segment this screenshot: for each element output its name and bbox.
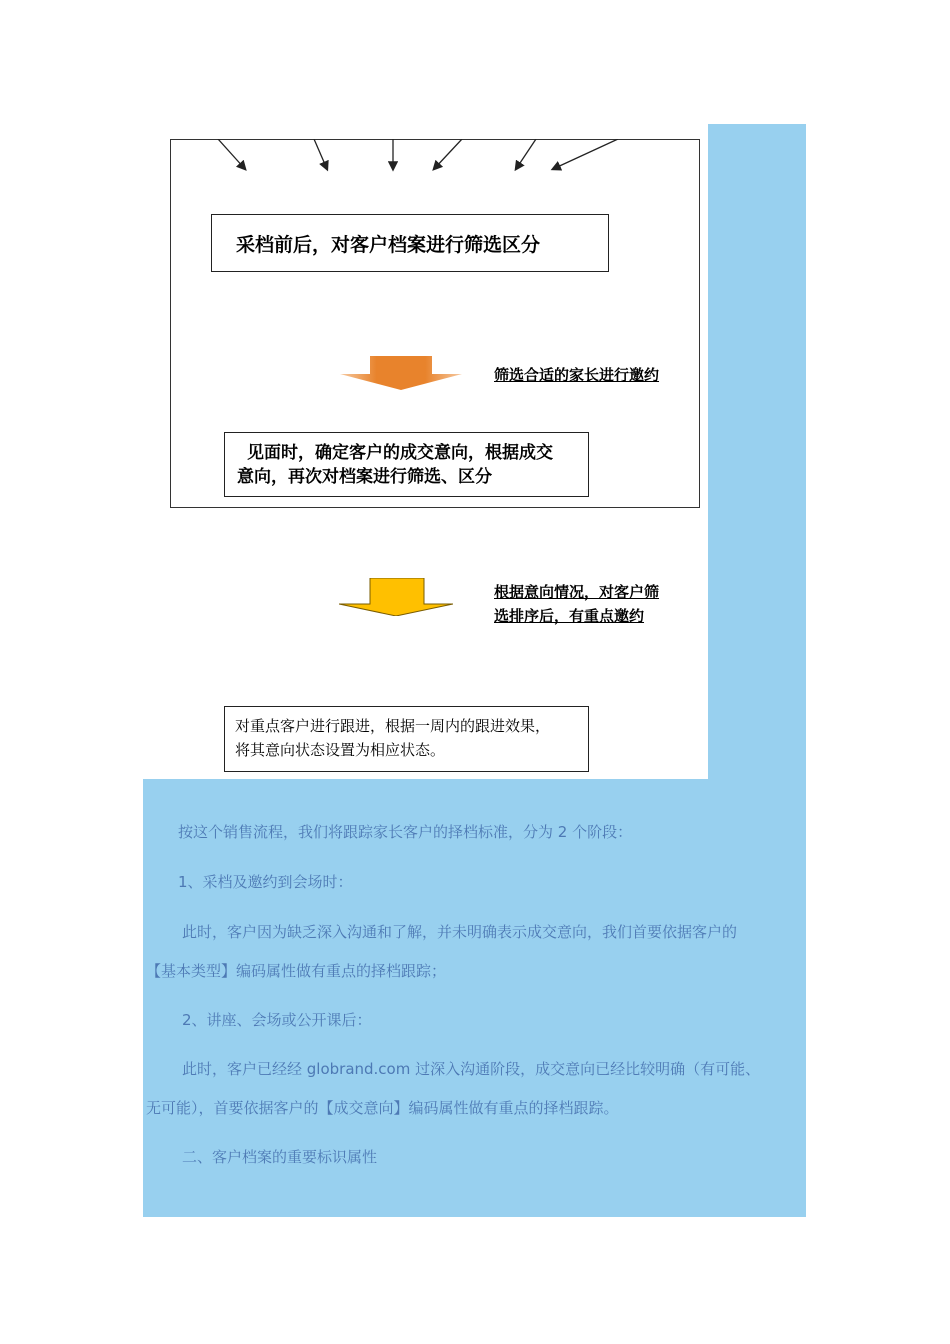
step-box-meeting-intent (224, 432, 589, 497)
paragraph-stage-1-line2: 【基本类型】编码属性做有重点的择档跟踪； (146, 962, 447, 980)
incoming-arrow-4 (434, 139, 462, 169)
step-box-archive-filter-text: 采档前后，对客户档案进行筛选区分 (236, 233, 541, 256)
paragraph-sales-process: 按这个销售流程，我们将跟踪家长客户的择档标准，分为 2 个阶段： (178, 823, 633, 841)
step-box-meeting-intent-line2: 意向，再次对档案进行筛选、区分 (237, 467, 492, 487)
incoming-arrow-2 (314, 139, 327, 169)
paragraph-stage-2-line2: 无可能），首要依据客户的【成交意向】编码属性做有重点的择档跟踪。 (146, 1099, 619, 1117)
step-box-archive-filter (211, 214, 609, 272)
incoming-arrow-5 (516, 139, 536, 169)
paragraph-stage-1-line1: 此时，客户因为缺乏深入沟通和了解，并未明确表示成交意向，我们首要依据客户的 (182, 923, 738, 941)
step-label-priority-invite-line1: 根据意向情况，对客户筛 (494, 583, 660, 601)
down-arrow-orange-icon (340, 356, 462, 390)
incoming-arrow-6 (553, 139, 618, 169)
step-box-meeting-intent-line1: 见面时，确定客户的成交意向，根据成交 (247, 443, 553, 463)
heading-stage-2: 2、讲座、会场或公开课后： (182, 1011, 372, 1029)
paragraph-stage-2-line1: 此时，客户已经经 globrand.com 过深入沟通阶段，成交意向已经比较明确（有可能、 (182, 1060, 761, 1078)
step-box-follow-up (224, 706, 589, 772)
incoming-arrow-1 (218, 139, 245, 169)
step-label-priority-invite (494, 580, 659, 628)
step-box-follow-up-line1: 对重点客户进行跟进，根据一周内的跟进效果， (235, 717, 551, 735)
step-label-priority-invite-line2: 选排序后，有重点邀约 (494, 607, 645, 625)
down-arrow-yellow-icon (339, 578, 453, 616)
step-box-follow-up-line2: 将其意向状态设置为相应状态。 (235, 741, 446, 759)
section-heading-archive-attributes: 二、客户档案的重要标识属性 (182, 1148, 378, 1166)
incoming-arrows (170, 139, 700, 184)
heading-stage-1: 1、采档及邀约到会场时： (178, 873, 353, 891)
step-label-invite: 筛选合适的家长进行邀约 (494, 366, 660, 384)
background-panel-right (708, 124, 806, 780)
